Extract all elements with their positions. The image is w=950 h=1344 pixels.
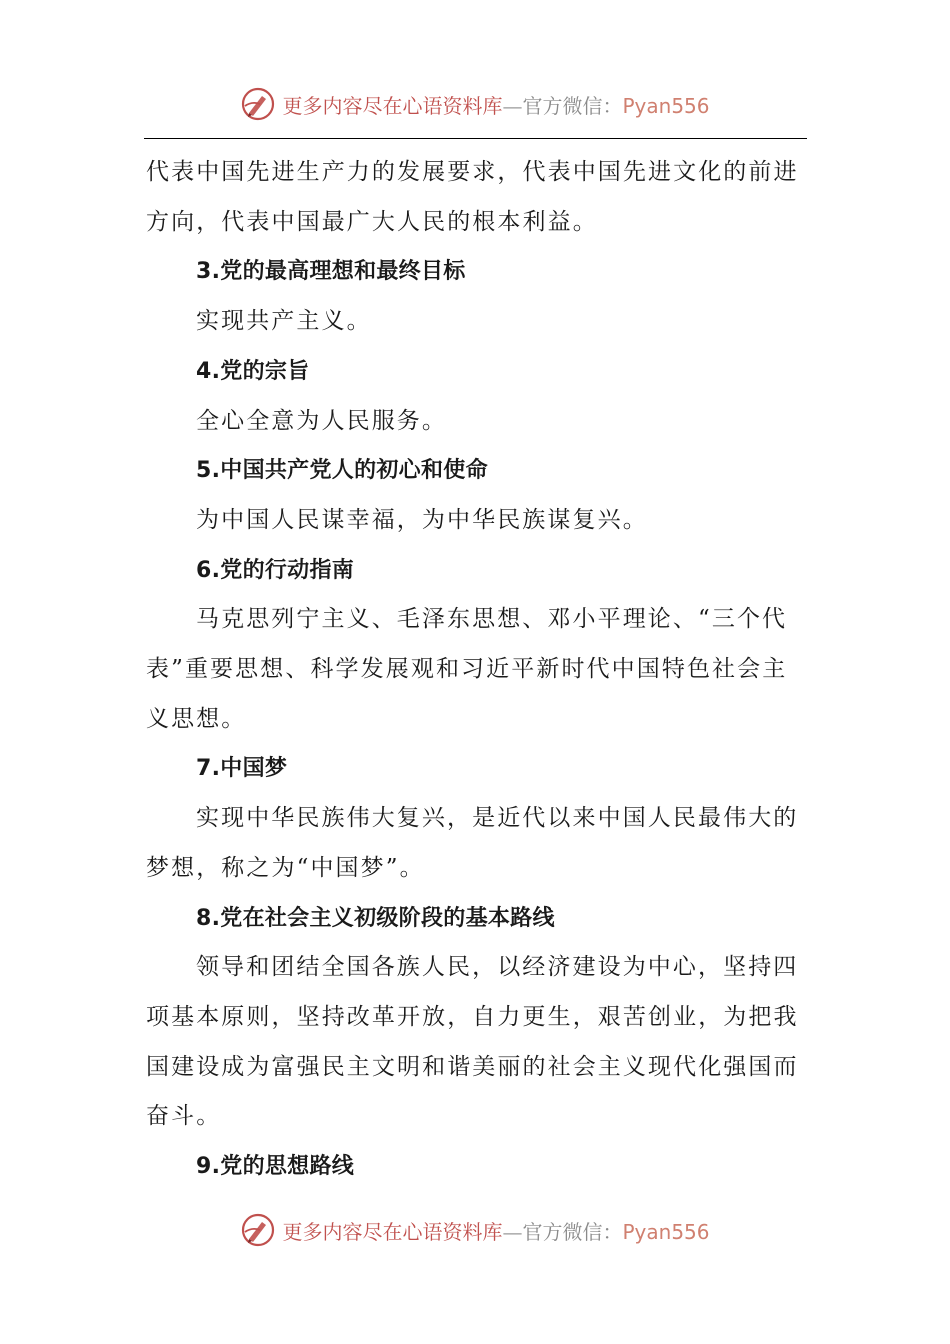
section-heading-6: 6.党的行动指南 (196, 557, 355, 583)
banner-wechat-id: Pyan556 (622, 1219, 710, 1244)
section-text-8-line-3: 国建设成为富强民主文明和谐美丽的社会主义现代化强国而 (146, 1053, 799, 1080)
body-line: 代表中国先进生产力的发展要求，代表中国先进文化的前进 (146, 159, 799, 185)
section-text-7-line-2: 梦想，称之为“中国梦”。 (146, 854, 425, 881)
section-text-5: 为中国人民谋幸福，为中华民族谋复兴。 (196, 506, 648, 533)
section-text-8-line-1: 领导和团结全国各族人民，以经济建设为中心，坚持四 (196, 954, 799, 981)
section-heading-7: 7.中国梦 (196, 756, 288, 782)
section-text-8-line-4: 奋斗。 (146, 1103, 222, 1130)
banner-brand-text: 更多内容尽在心语资料库 (282, 1219, 503, 1244)
section-text-8-line-2: 项基本原则，坚持改革开放，自力更生，艰苦创业，为把我 (146, 1003, 799, 1030)
section-text-3: 实现共产主义。 (196, 308, 372, 335)
section-text-4: 全心全意为人民服务。 (196, 407, 447, 434)
section-text-6-line-2: 表”重要思想、科学发展观和习近平新时代中国特色社会主 (146, 656, 788, 683)
section-heading-3: 3.党的最高理想和最终目标 (196, 259, 466, 285)
section-heading-4: 4.党的宗旨 (196, 358, 310, 384)
section-text-7-line-1: 实现中华民族伟大复兴，是近代以来中国人民最伟大的 (196, 805, 799, 832)
banner-wechat-label: 官方微信： (522, 1219, 623, 1244)
section-heading-8: 8.党在社会主义初级阶段的基本路线 (196, 905, 555, 931)
section-text-6-line-1: 马克思列宁主义、毛泽东思想、邓小平理论、“三个代 (196, 606, 788, 633)
banner-wechat-id: Pyan556 (622, 93, 710, 118)
footer-banner (0, 1210, 950, 1250)
pen-logo-icon (240, 1212, 276, 1248)
pen-logo-icon (240, 86, 276, 122)
section-text-6-line-3: 义思想。 (146, 705, 247, 732)
banner-dash: — (502, 93, 523, 118)
header-divider (144, 138, 807, 139)
section-heading-5: 5.中国共产党人的初心和使命 (196, 458, 488, 484)
banner-wechat-label: 官方微信： (522, 93, 623, 118)
body-line: 方向，代表中国最广大人民的根本利益。 (146, 208, 598, 235)
document-body (146, 148, 808, 1192)
section-heading-9: 9.党的思想路线 (196, 1154, 355, 1180)
header-banner (0, 84, 950, 124)
banner-brand-text: 更多内容尽在心语资料库 (282, 93, 503, 118)
banner-dash: — (502, 1219, 523, 1244)
